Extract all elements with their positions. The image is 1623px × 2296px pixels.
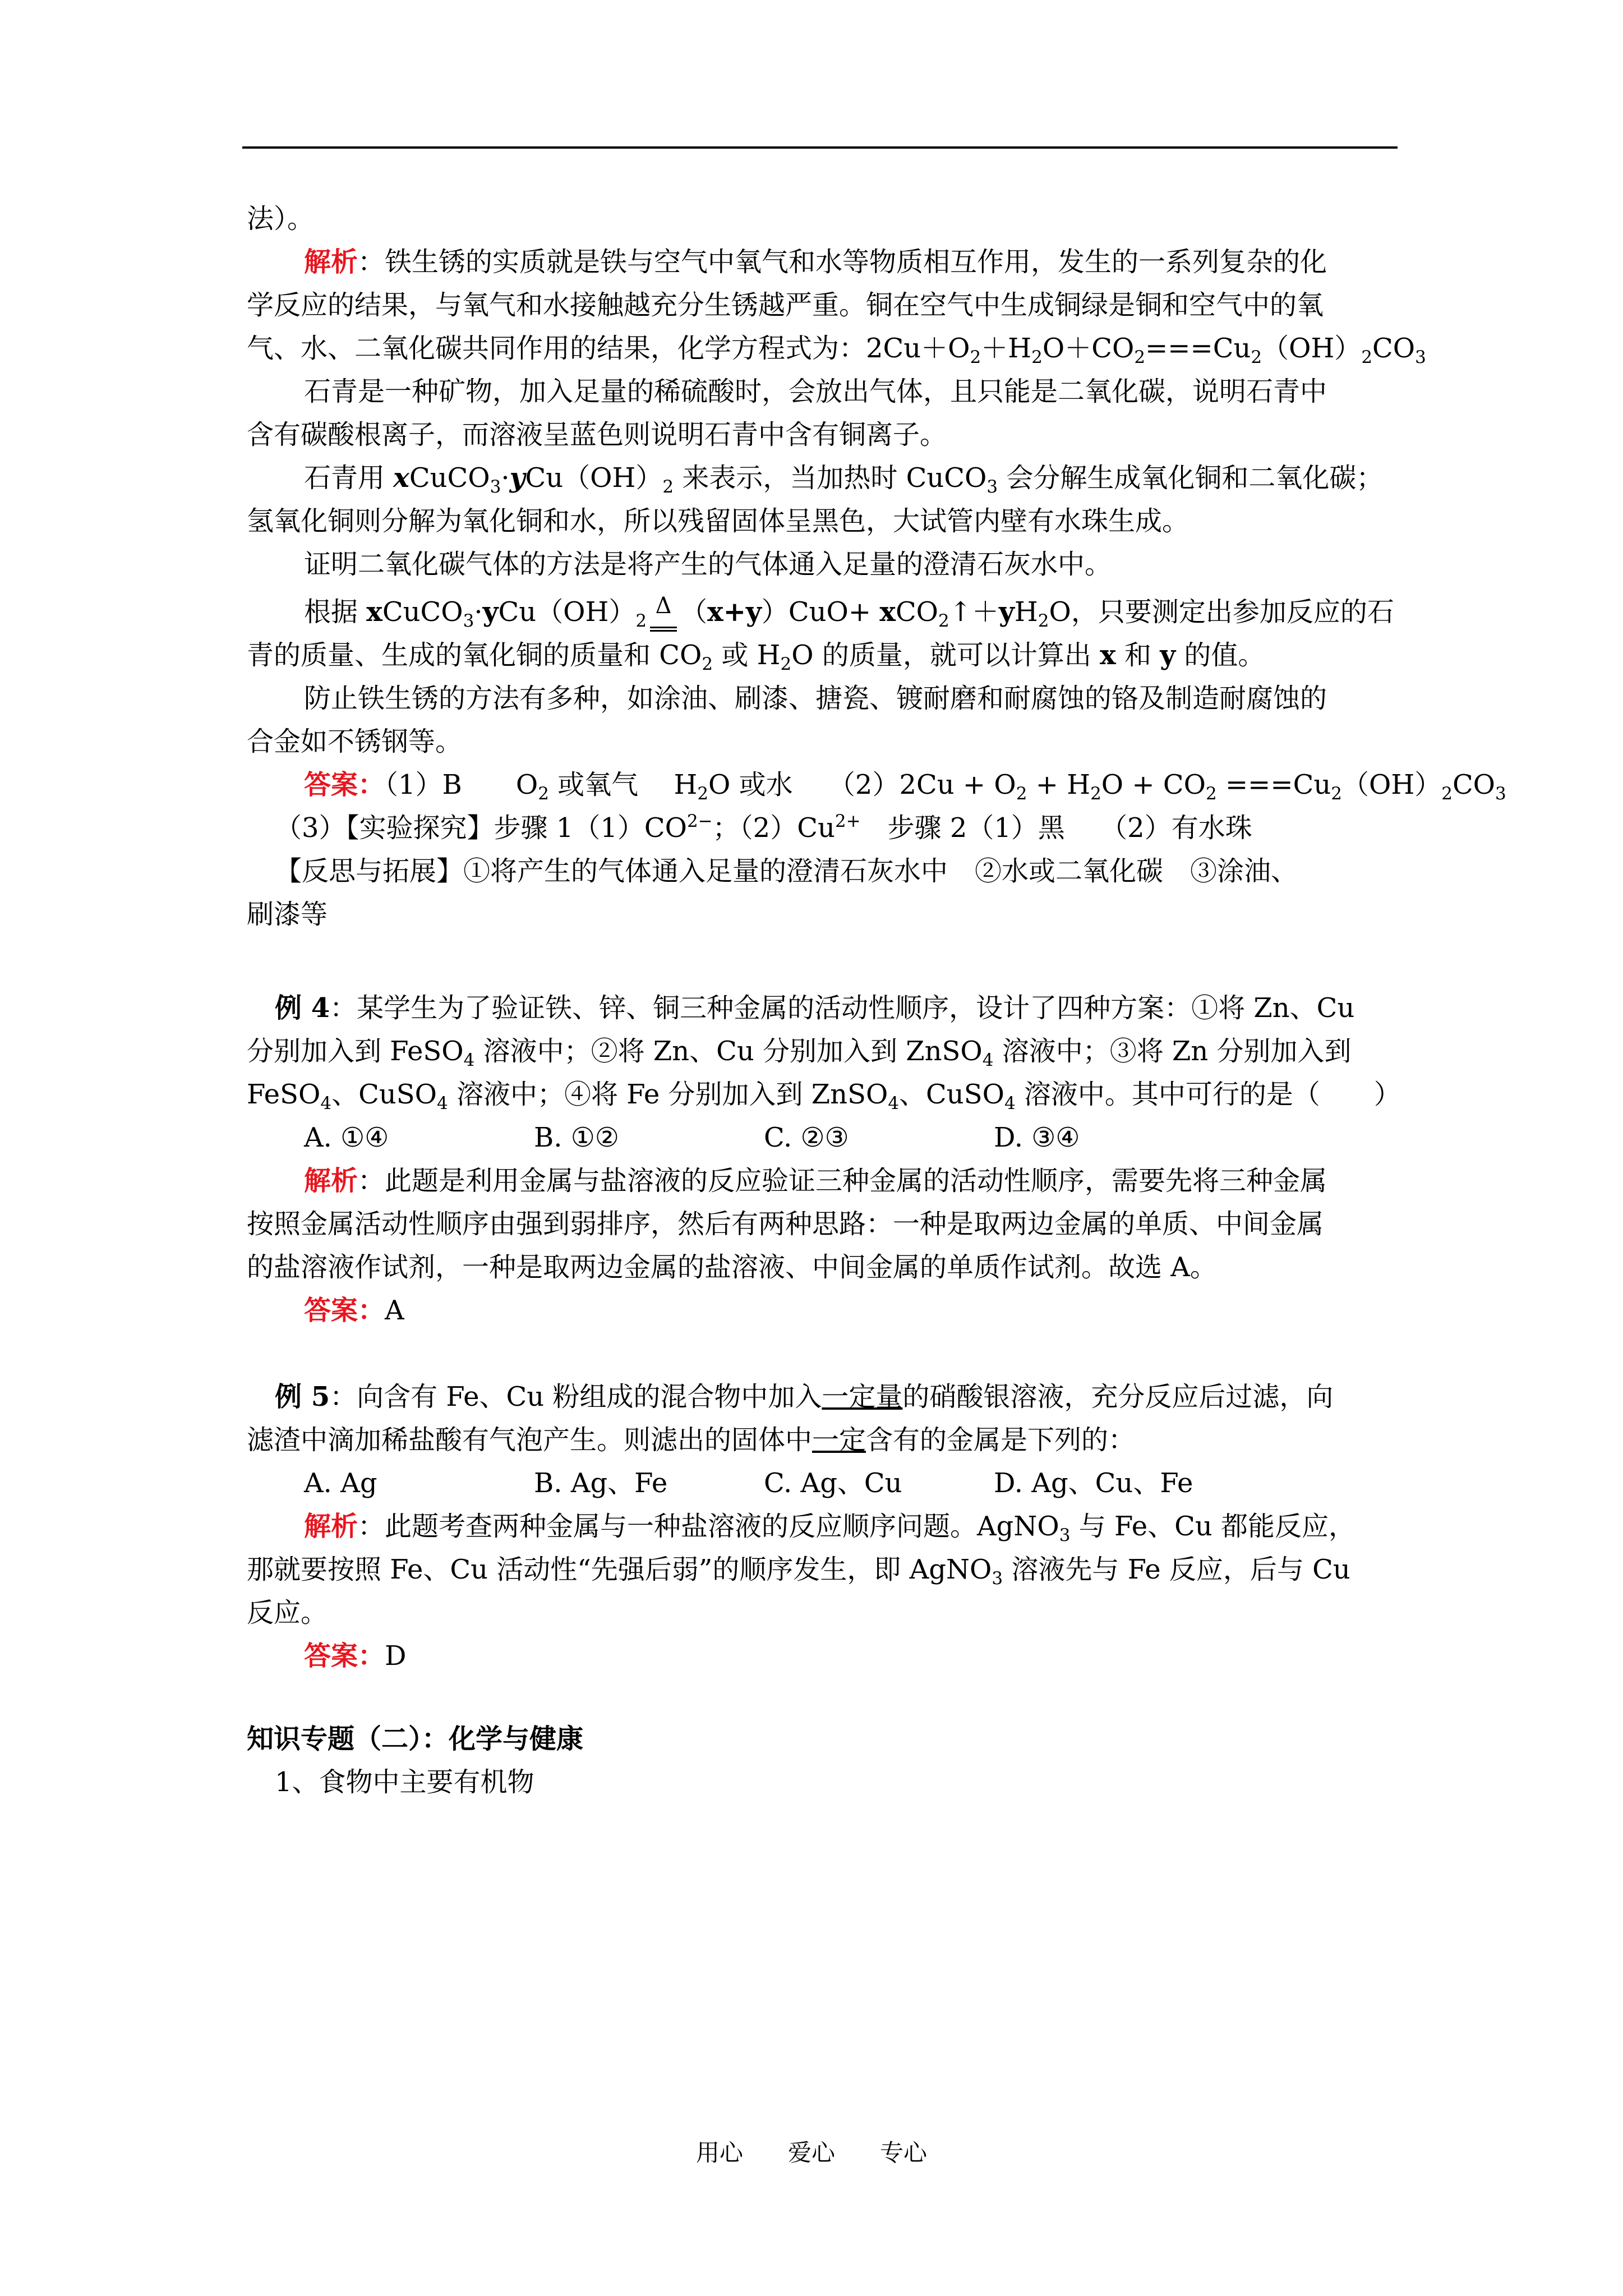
text-line: 含有碳酸根离子，而溶液呈蓝色则说明石青中含有铜离子。	[247, 419, 947, 450]
text-line: 合金如不锈钢等。	[247, 726, 463, 757]
option-b: B. ①②	[534, 1122, 619, 1153]
list-item: 1、食物中主要有机物	[275, 1766, 534, 1798]
text-line: 氢氧化铜则分解为氧化铜和水，所以残留固体呈黑色，大试管内壁有水珠生成。	[247, 505, 1189, 537]
answer-label: 答案：	[304, 1640, 385, 1672]
text-line: 学反应的结果，与氧气和水接触越充分生锈越严重。铜在空气中生成铜绿是铜和空气中的氧	[247, 289, 1324, 321]
example-4-line: 例 4：某学生为了验证铁、锌、铜三种金属的活动性顺序，设计了四种方案：①将 Zn、Cu	[275, 992, 1355, 1024]
example-5-label: 例 5	[275, 1381, 330, 1412]
option-c: C. Ag、Cu	[764, 1467, 902, 1499]
analysis-line: 解析：此题考查两种金属与一种盐溶液的反应顺序问题。AgNO$_3$ 与 Fe、Cu 都能反应，	[304, 1511, 1356, 1545]
text-line: 防止铁生锈的方法有多种，如涂油、刷漆、搪瓷、镀耐磨和耐腐蚀的铬及制造耐腐蚀的	[304, 683, 1327, 714]
text-line: 按照金属活动性顺序由强到弱排序，然后有两种思路：一种是取两边金属的单质、中间金属	[247, 1208, 1324, 1240]
example-4-label: 例 4	[275, 992, 330, 1024]
equation-line: 气、水、二氧化碳共同作用的结果，化学方程式为：$2Cu+O_2+H_2O+CO_2===Cu_2(OH)_2CO_3$	[247, 333, 1426, 367]
answer-label: 答案：	[304, 1295, 385, 1326]
answer-line: 答案：A	[304, 1295, 404, 1326]
analysis-line: 解析：此题是利用金属与盐溶液的反应验证三种金属的活动性顺序，需要先将三种金属	[304, 1165, 1327, 1197]
analysis-label: 解析	[304, 1511, 358, 1542]
formula-line: 石青用 $xCuCO_3\cdot yCu(OH)_2$ 来表示，当加热时 CuCO$_3$ 会分解生成氧化铜和二氧化碳；	[304, 462, 1384, 497]
text-line: 刷漆等	[247, 899, 328, 930]
footer-word: 用心	[695, 2139, 743, 2166]
text-line: 法）。	[247, 203, 315, 234]
answer-line: 答案：（1）B $O_2$ 或氧气 $H_2O$ 或水 $(2)2Cu + O_2 + H_2O + CO_2 ===Cu_2(OH)_2CO_3$	[304, 769, 1506, 804]
text-line: 那就要按照 Fe、Cu 活动性“先强后弱”的顺序发生，即 AgNO$_3$ 溶液先与 Fe 反应，后与 Cu	[247, 1554, 1350, 1589]
footer-word: 专心	[880, 2139, 928, 2166]
analysis-label: 解析	[304, 246, 358, 278]
option-a: A. ①④	[304, 1122, 389, 1153]
answer-line: 答案：D	[304, 1640, 407, 1672]
text-line: 证明二氧化碳气体的方法是将产生的气体通入足量的澄清石灰水中。	[304, 549, 1112, 580]
answer-line: 【反思与拓展】①将产生的气体通入足量的澄清石灰水中 ②水或二氧化碳 ③涂油、	[275, 855, 1298, 887]
option-d: D. ③④	[994, 1122, 1080, 1153]
section-heading: 知识专题（二）：化学与健康	[247, 1723, 584, 1755]
page-footer	[0, 2134, 1623, 2168]
answer-label: 答案：	[304, 769, 385, 800]
analysis-line: 解析：铁生锈的实质就是铁与空气中氧气和水等物质相互作用，发生的一系列复杂的化	[304, 246, 1327, 278]
options-line	[304, 1121, 1080, 1154]
heat-condition-sign: Δ	[647, 595, 680, 631]
text-line: FeSO$_4$、CuSO$_4$ 溶液中；④将 Fe 分别加入到 ZnSO$_4$、CuSO$_4$ 溶液中。其中可行的是（ ）	[247, 1079, 1401, 1114]
text-line: 青的质量、生成的氧化铜的质量和 $CO_2$ 或 $H_2O$ 的质量，就可以计算出 x 和 y 的值。	[247, 639, 1265, 674]
options-line	[304, 1466, 1193, 1500]
footer-word: 爱心	[787, 2139, 835, 2166]
text-line: 分别加入到 FeSO$_4$ 溶液中；②将 Zn、Cu 分别加入到 ZnSO$_4$ 溶液中；③将 Zn 分别加入到	[247, 1036, 1352, 1070]
option-a: A. Ag	[304, 1467, 377, 1499]
text-line: 的盐溶液作试剂，一种是取两边金属的盐溶液、中间金属的单质作试剂。故选 A。	[247, 1251, 1217, 1283]
text-line: 滤渣中滴加稀盐酸有气泡产生。则滤出的固体中一定含有的金属是下列的：	[247, 1424, 1136, 1456]
example-5-line: 例 5：向含有 Fe、Cu 粉组成的混合物中加入一定量的硝酸银溶液，充分反应后过滤，向	[275, 1381, 1334, 1412]
answer-line: （3）【实验探究】步骤 $1(1)CO^{2-}$；$(2)Cu^{2+}$ 步骤 2（1）黑 （2）有水珠	[275, 811, 1252, 844]
option-c: C. ②③	[764, 1122, 849, 1153]
reaction-line: 根据 $xCuCO_3\cdot yCu(OH)_2^\Delta$ $(x+y)CuO+ xCO_2↑+yH_2O$，只要测定出参加反应的石	[304, 593, 1394, 631]
analysis-label: 解析	[304, 1165, 358, 1197]
option-b: B. Ag、Fe	[534, 1467, 668, 1499]
header-rule	[242, 146, 1398, 149]
text-line: 石青是一种矿物，加入足量的稀硫酸时，会放出气体，且只能是二氧化碳，说明石青中	[304, 376, 1327, 407]
option-d: D. Ag、Cu、Fe	[994, 1467, 1193, 1499]
text-line: 反应。	[247, 1597, 328, 1628]
